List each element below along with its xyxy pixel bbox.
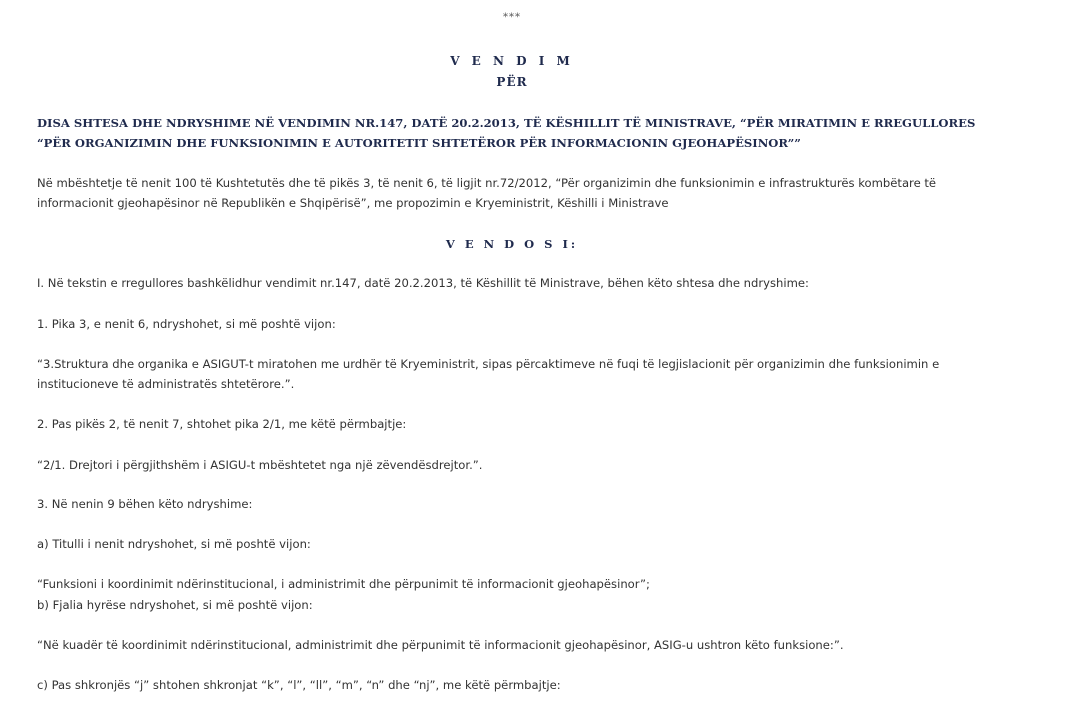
body-paragraph-9: b) Fjalia hyrëse ndryshohet, si më poshtë vijon: [37, 598, 313, 612]
document-subheading: PËR [496, 75, 528, 89]
body-paragraph-7: a) Titulli i nenit ndryshohet, si më poshtë vijon: [37, 537, 311, 551]
section-separator: *** [503, 12, 521, 23]
decision-heading: V E N D O S I: [445, 237, 579, 251]
document-title: DISA SHTESA DHE NDRYSHIME NË VENDIMIN NR.147, DATË 20.2.2013, TË KËSHILLIT TË MINISTRAVE, “PËR MIRATIMIN E RREGULLORES “PËR ORGANIZIMIN DHE FUNKSIONIMIN E AUTORITETIT SHTETËROR PËR INFORMACIONIN GJEOHAPËSINOR”” [37, 116, 976, 150]
body-paragraph-4: 2. Pas pikës 2, të nenit 7, shtohet pika 2/1, me këtë përmbajtje: [37, 417, 407, 431]
body-paragraph-8: “Funksioni i koordinimit ndërinstitucional, i administrimit dhe përpunimit të informacionit gjeohapësinor”; [37, 577, 650, 591]
preamble-paragraph: Në mbështetje të nenit 100 të Kushtetutës dhe të pikës 3, të nenit 6, të ligjit nr.72/2012, “Për organizimin dhe funksionimin e infrastrukturës kombëtare të informacionit gjeohapësinor në Republikën e Shqipërisë”, me propozimin e Kryeministrit, Këshilli i Ministrave [37, 176, 937, 210]
body-paragraph-11: c) Pas shkronjës “j” shtohen shkronjat “k”, “l”, “ll”, “m”, “n” dhe “nj”, me këtë përmbajtje: [37, 678, 561, 692]
body-paragraph-1: I. Në tekstin e rregullores bashkëlidhur vendimit nr.147, datë 20.2.2013, të Këshillit të Ministrave, bëhen këto shtesa dhe ndryshime: [37, 276, 809, 290]
document-heading: V E N D I M [450, 54, 574, 68]
body-paragraph-10: “Në kuadër të koordinimit ndërinstitucional, administrimit dhe përpunimit të informacionit gjeohapësinor, ASIG-u ushtron këto funksione:”. [37, 638, 844, 652]
body-paragraph-2: 1. Pika 3, e nenit 6, ndryshohet, si më poshtë vijon: [37, 317, 336, 331]
body-paragraph-6: 3. Në nenin 9 bëhen këto ndryshime: [37, 497, 253, 511]
body-paragraph-5: “2/1. Drejtori i përgjithshëm i ASIGU-t mbështetet nga një zëvendësdrejtor.”. [37, 458, 483, 472]
body-paragraph-3: “3.Struktura dhe organika e ASIGUT-t miratohen me urdhër të Kryeministrit, sipas përcaktimeve në fuqi të legjislacionit për organizimin dhe funksionimin e institucioneve të administratës shtetërore.”. [37, 357, 940, 391]
